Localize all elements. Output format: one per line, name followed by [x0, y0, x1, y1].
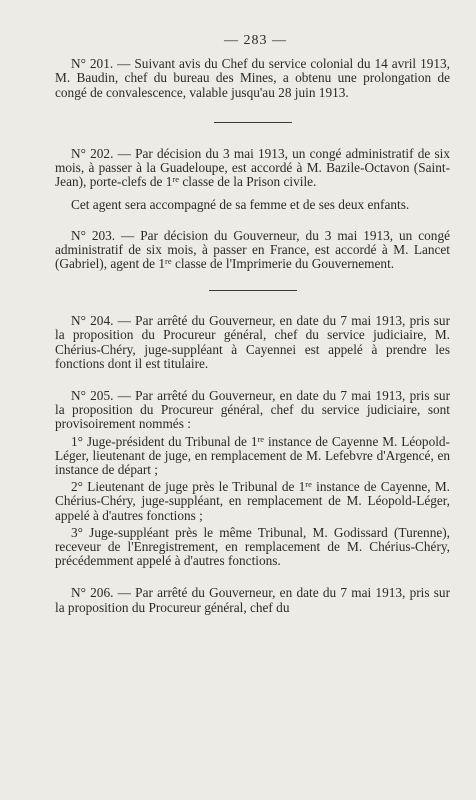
entry-paragraph: 1° Juge-président du Tribunal de 1re instance de Cayenne M. Léopold-Léger, lieutenant de juge, en remplacement de M. Lefebvre d'Argencé, en instance de départ ; [55, 433, 450, 478]
entry-204 [55, 314, 450, 371]
entry-paragraph: N° 203. — Par décision du Gouverneur, du 3 mai 1913, un congé administratif de six mois, à passer en France, est accordé à M. Lancet (Gabriel), agent de 1re classe de l'Imprimerie du Gouvernement. [55, 227, 450, 272]
entry-paragraph: N° 204. — Par arrêté du Gouverneur, en date du 7 mai 1913, pris sur la proposition du Procureur général, chef du service judiciaire, M. Chérius-Chéry, juge-suppléant à Cayennei est appelé à prendre les fonctions dont il est titulaire. [55, 313, 450, 371]
entry-205 [55, 389, 450, 568]
entry-paragraph: 3° Juge-suppléant près le même Tribunal, M. Godissard (Turenne), receveur de l'Enregistrement, en remplacement de M. Chérius-Chéry, précédemment appelé à d'autres fonctions. [55, 524, 450, 569]
entry-paragraph: N° 202. — Par décision du 3 mai 1913, un congé administratif de six mois, à passer à la Guadeloupe, est accordé à M. Bazile-Octavon (Saint-Jean), porte-clefs de 1re classe de la Prison civile. [55, 145, 450, 190]
section-divider [209, 290, 297, 291]
entry-paragraph: 2° Lieutenant de juge près le Tribunal de 1re instance de Cayenne, M. Chérius-Chéry, juge-suppléant, en remplacement de M. Léopold-Léger, appelé à d'autres fonctions ; [55, 479, 450, 523]
entry-paragraph: N° 206. — Par arrêté du Gouverneur, en date du 7 mai 1913, pris sur la proposition du Procureur général, chef du [55, 585, 450, 615]
entry-paragraph: N° 201. — Suivant avis du Chef du service colonial du 14 avril 1913, M. Baudin, chef du bureau des Mines, a obtenu une prolongation de congé de convalescence, valable jusqu'au 28 juin 1913. [55, 56, 450, 100]
page-number: — 283 — [224, 33, 287, 48]
section-divider [214, 122, 292, 123]
entry-206 [55, 586, 450, 614]
entry-201 [55, 57, 450, 100]
entry-203 [55, 229, 450, 272]
entry-202 [55, 147, 450, 213]
entry-paragraph: N° 205. — Par arrêté du Gouverneur, en date du 7 mai 1913, pris sur la proposition du Procureur général, chef du service judiciaire, sont provisoirement nommés : [55, 388, 450, 432]
entry-paragraph: Cet agent sera accompagné de sa femme et de ses deux enfants. [71, 197, 410, 213]
